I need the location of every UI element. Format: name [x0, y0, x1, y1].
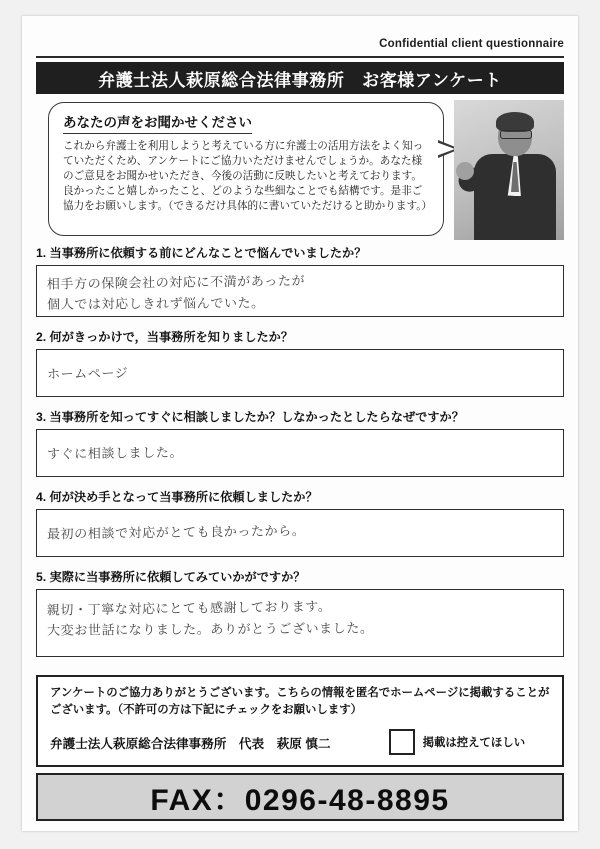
- question-block-1: [36, 244, 564, 317]
- answer-text-4: [47, 518, 555, 545]
- question-label-4: 4. 何が決め手となって当事務所に依頼しましたか？: [36, 490, 318, 504]
- answer-1-line-1: 相手方の保険会社の対応に不満があったが: [46, 273, 306, 293]
- answer-box-5[interactable]: [36, 589, 564, 657]
- intro-speech-bubble: [48, 102, 444, 236]
- lawyer-photo: [454, 100, 564, 240]
- question-block-2: [36, 328, 564, 397]
- header-divider: [36, 56, 564, 58]
- question-label-1: 1. 当事務所に依頼する前にどんなことで悩んでいましたか？: [36, 246, 367, 260]
- firm-name: 弁護士法人萩原総合法律事務所 代表 萩原 慎二: [50, 736, 331, 751]
- intro-heading: あなたの声をお聞かせください: [63, 111, 252, 134]
- answer-text-3: [47, 438, 555, 465]
- answer-2-line-1: ホームページ: [46, 366, 129, 383]
- answer-1-line-2: 個人では対応しきれず悩んでいた。: [47, 295, 265, 313]
- answer-text-5: [47, 594, 556, 642]
- answer-box-3[interactable]: [36, 429, 564, 477]
- answer-box-1[interactable]: [36, 265, 564, 317]
- publication-notice: [36, 675, 564, 767]
- bubble-tail-fill: [436, 142, 455, 156]
- opt-out-label: 掲載は控えてほしい: [422, 737, 526, 749]
- answer-5-line-1: 親切・丁寧な対応にとても感謝しております。: [46, 599, 332, 619]
- notice-text: アンケートのご協力ありがとうございます。こちらの情報を匿名でホームページに掲載することがございます。（不許可の方は下記にチェックをお願いします）: [50, 687, 550, 716]
- answer-5-line-2: 大変お世話になりました。ありがとうございました。: [47, 620, 374, 639]
- title-band: [36, 62, 564, 94]
- answer-text-2: [47, 358, 555, 385]
- question-label-3: 3. 当事務所を知ってすぐに相談しましたか？しなかったとしたらなぜですか？: [36, 410, 464, 424]
- fax-number: FAX：0296-48-8895: [150, 784, 450, 817]
- question-block-4: [36, 488, 564, 557]
- photo-hand: [456, 162, 474, 180]
- page-title: 弁護士法人萩原総合法律事務所 お客様アンケート: [98, 70, 502, 90]
- question-label-5: 5. 実際に当事務所に依頼してみていかがですか？: [36, 570, 306, 584]
- opt-out-checkbox[interactable]: [389, 729, 415, 755]
- firm-row: [50, 729, 550, 755]
- question-block-5: [36, 568, 564, 657]
- glasses-icon: [500, 130, 532, 139]
- intro-section: [36, 100, 564, 240]
- answer-4-line-1: 最初の相談で対応がとても良かったから。: [46, 523, 306, 543]
- confidential-label: Confidential client questionnaire: [379, 38, 564, 50]
- answer-box-2[interactable]: [36, 349, 564, 397]
- paper-sheet: [22, 16, 578, 831]
- question-label-2: 2. 何がきっかけで，当事務所を知りましたか？: [36, 330, 294, 344]
- answer-box-4[interactable]: [36, 509, 564, 557]
- question-block-3: [36, 408, 564, 477]
- answer-text-1: [47, 268, 556, 316]
- photo-hair: [496, 112, 534, 132]
- intro-body: これから弁護士を利用しようと考えている方に弁護士の活用方法をよく知っていただくため、アンケートにご協力いただけませんでしょうか。あなた様のご意見をお聞かせいただき、今後の活動に反映したいと考えております。良かったこと嬉しかったこと、どのような些細なことでも結構です。是非ご協力をお願いします。（できるだけ具体的に書いていただけると助かります。）: [63, 140, 433, 213]
- answer-3-line-1: すぐに相談しました。: [46, 445, 184, 463]
- fax-band: [36, 773, 564, 821]
